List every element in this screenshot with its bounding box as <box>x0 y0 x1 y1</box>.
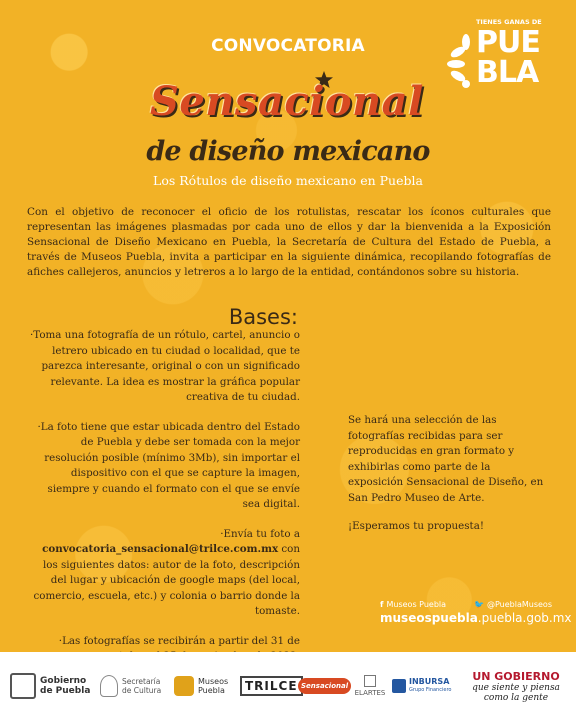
inbursa-emblem-icon <box>392 679 406 693</box>
logo-museos-puebla <box>174 676 240 696</box>
flower-icon <box>446 32 476 88</box>
twitter-handle: @PueblaMuseos <box>486 600 552 609</box>
facebook-handle: Museos Puebla <box>386 600 447 609</box>
logo-trilce <box>240 676 298 696</box>
bases-send-prefix: ·Envía tu foto a <box>220 527 300 540</box>
inbursa-name: INBURSA <box>409 677 450 686</box>
selection-paragraph: Se hará una selección de las fotografías recibidas para ser reproducidas en gran formato y exhibirlas como parte de la exposición Sensacional de Diseño, en San Pedro Museo de Arte. <box>348 414 544 504</box>
website-domain-rest: .puebla.gob.mx <box>477 611 572 625</box>
puebla-brand-logo <box>446 18 558 102</box>
convocatoria-heading: CONVOCATORIA <box>211 36 365 56</box>
brand-tagline: TIENES GANAS DE <box>476 18 542 26</box>
twitter-icon: 🐦 <box>474 600 484 609</box>
bases-item-location: ·La foto tiene que estar ubicada dentro del Estado de Puebla y debe ser tomada con la mejor resolución posible (mínimo 3Mb), sin importar el dispositivo con el que se capture la imagen, siempre y cuando el formato con el que se envíe sea digital. <box>37 420 300 510</box>
slogan-line3: como la gente <box>483 692 549 703</box>
bases-list <box>28 328 300 679</box>
bases-item-dates: ·Las fotografías se recibirán a partir del 31 de <box>58 634 300 647</box>
secretaria-emblem-icon <box>100 675 118 697</box>
logo-gobierno-puebla <box>10 673 100 699</box>
sensacional-label: Sensacional <box>298 678 351 694</box>
contact-email-link[interactable]: convocatoria_sensacional@trilce.com.mx <box>42 543 279 555</box>
slogan-line1: UN GOBIERNO <box>472 669 560 683</box>
twitter-link[interactable] <box>474 600 552 609</box>
logo-elartes <box>348 675 392 697</box>
brand-word-top: PUE <box>476 25 540 60</box>
selection-info <box>348 413 548 548</box>
facebook-link[interactable] <box>380 600 446 609</box>
title-diseno-mexicano: de diseño mexicano <box>146 136 430 167</box>
logo-secretaria-cultura <box>100 675 174 697</box>
bases-item-photo: ·Toma una fotografía de un rótulo, cartel, anuncio o letrero ubicado en tu ciudad o localidad, que te parezca interesante, original o con un significado relevante. La idea es mostrar la gráfica popular creativa de tu ciudad. <box>30 329 300 403</box>
slogan-line2: que siente y piensa <box>472 682 560 693</box>
bases-item-send <box>28 527 300 620</box>
bases-send-details: con los siguientes datos: autor de la foto, descripción del lugar y ubicación de google maps (del local, comercio, escuela, etc.) y colonia o barrio donde la tomaste. <box>33 543 300 617</box>
inbursa-label <box>409 678 451 694</box>
museos-emblem-icon <box>174 676 194 696</box>
facebook-icon: f <box>380 600 384 609</box>
website-link[interactable] <box>380 611 572 625</box>
logo-inbursa <box>392 678 464 694</box>
gobierno-label: Gobierno de Puebla <box>40 676 91 696</box>
government-slogan <box>466 670 566 703</box>
intro-paragraph: Con el objetivo de reconocer el oficio de los rotulistas, rescatar los íconos culturales que representan las imágenes plasmadas por cada uno de ellos y dar la bienvenida a la Exposición Sensacional de Diseño Mexicano en Puebla, la Secretaría de Cultura del Estado de Puebla, a través de Museos Puebla, invita a participar en la siguiente dinámica, recopilando fotografías de afiches callejeros, anuncios y letreros a lo largo de la entidad, contándonos sobre su historia. <box>27 206 551 278</box>
logo-sensacional <box>298 678 348 694</box>
trilce-label: TRILCE <box>240 676 303 696</box>
social-links <box>380 600 552 609</box>
inbursa-subtitle: Grupo Financiero <box>409 687 452 693</box>
elartes-label: ELARTES <box>354 689 386 697</box>
museos-label: Museos Puebla <box>198 677 229 695</box>
secretaria-label: Secretaría de Cultura <box>122 677 162 695</box>
brand-word-bottom: BLA <box>476 55 539 90</box>
title-sensacional: Sensacional <box>150 78 424 125</box>
gobierno-emblem-icon <box>10 673 36 699</box>
bases-heading: Bases: <box>228 305 298 329</box>
elartes-emblem-icon <box>364 675 376 687</box>
closing-message: ¡Esperamos tu propuesta! <box>348 520 484 532</box>
sponsor-footer <box>0 652 576 720</box>
website-domain-bold: museospuebla <box>380 611 478 625</box>
subtitle: Los Rótulos de diseño mexicano en Puebla <box>153 173 423 188</box>
